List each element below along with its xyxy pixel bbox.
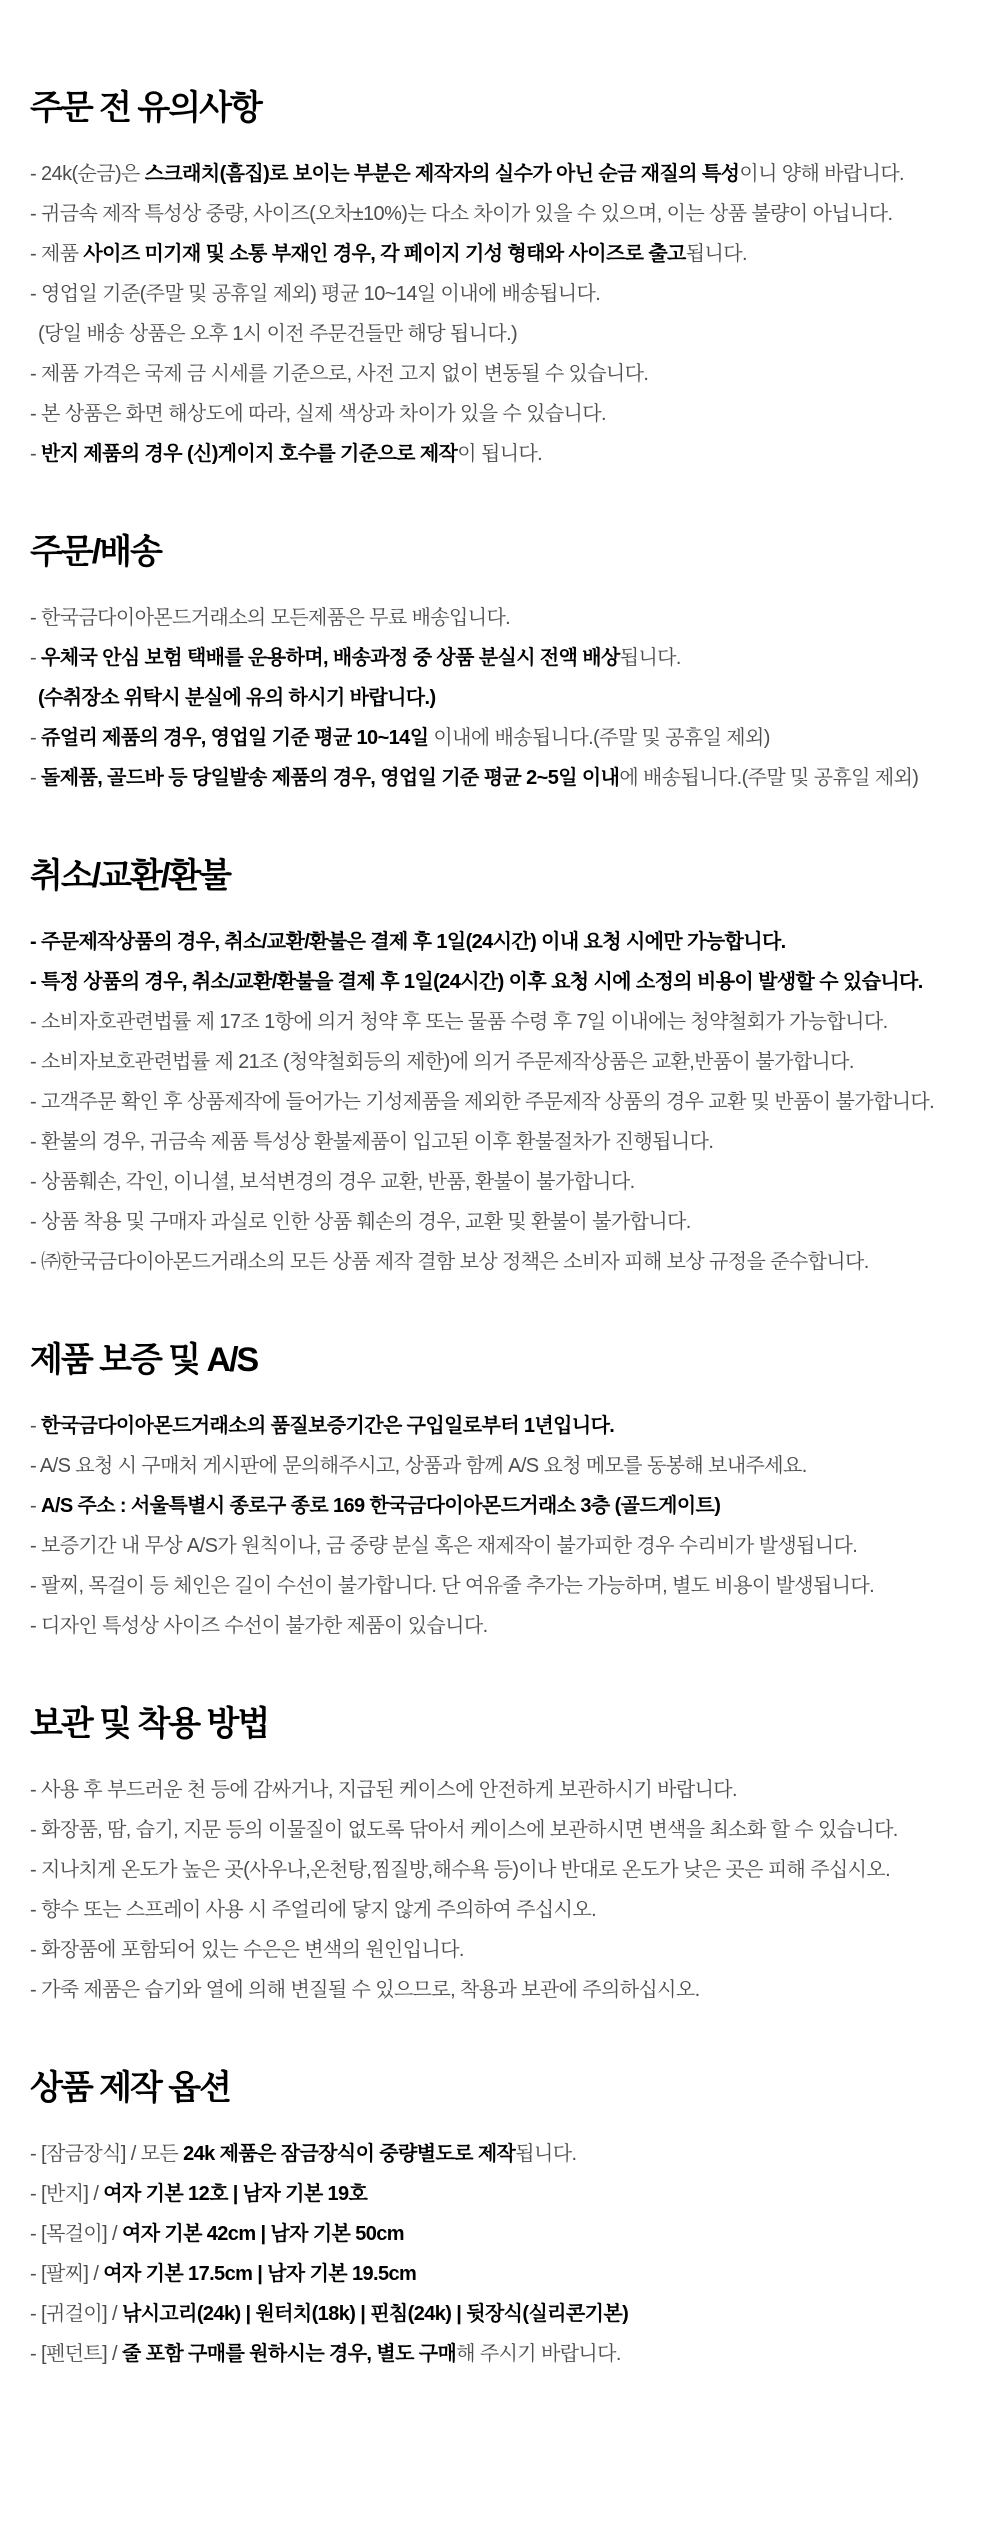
notice-text: - 향수 또는 스프레이 사용 시 주얼리에 닿지 않게 주의하여 주십시오. <box>30 1899 597 1921</box>
notice-text: - [귀걸이] / <box>30 2303 122 2325</box>
notice-text-bold: A/S 주소 : 서울특별시 종로구 종로 169 한국금다이아몬드거래소 3층 (골드게이트) <box>41 1495 721 1517</box>
notice-item <box>30 766 960 790</box>
notice-item <box>30 970 960 994</box>
notice-item <box>30 162 960 186</box>
notice-item <box>30 2182 960 2206</box>
notice-item <box>30 1978 960 2002</box>
notice-text-bold: 스크래치(흠집)로 보이는 부분은 제작자의 실수가 아닌 순금 재질의 특성 <box>144 163 740 185</box>
notice-item <box>30 1050 960 1074</box>
notice-item <box>30 1250 960 1274</box>
notice-item <box>30 1454 960 1478</box>
notice-text: 이 됩니다. <box>457 443 543 465</box>
notice-item <box>30 1574 960 1598</box>
notice-text: 에 배송됩니다.(주말 및 공휴일 제외) <box>619 767 919 789</box>
notice-text: - 한국금다이아몬드거래소의 모든제품은 무료 배송입니다. <box>30 607 511 629</box>
notice-text: 됩니다. <box>515 2143 577 2165</box>
notice-text: - 팔찌, 목걸이 등 체인은 길이 수선이 불가합니다. 단 여유줄 추가는 가능하며, 별도 비용이 발생됩니다. <box>30 1575 875 1597</box>
notice-item <box>30 362 960 386</box>
notice-text: - 소비자호관련법률 제 17조 1항에 의거 청약 후 또는 물품 수령 후 7일 이내에는 청약철회가 가능합니다. <box>30 1011 888 1033</box>
notice-text-bold: 돌제품, 골드바 등 당일발송 제품의 경우, 영업일 기준 평균 2~5일 이내 <box>41 767 620 789</box>
notice-text: - 디자인 특성상 사이즈 수선이 불가한 제품이 있습니다. <box>30 1615 488 1637</box>
notice-text: 해 주시기 바랍니다. <box>456 2343 621 2365</box>
notice-text: - 보증기간 내 무상 A/S가 원칙이나, 금 중량 분실 혹은 재제작이 불가피한 경우 수리비가 발생됩니다. <box>30 1535 858 1557</box>
notice-item <box>30 1534 960 1558</box>
section-preorder-notes <box>30 88 960 466</box>
notice-text-bold: 여자 기본 17.5cm | 남자 기본 19.5cm <box>103 2263 417 2285</box>
notice-text: - 고객주문 확인 후 상품제작에 들어가는 기성제품을 제외한 주문제작 상품의 경우 교환 및 반품이 불가합니다. <box>30 1091 935 1113</box>
notice-text: - <box>30 767 42 789</box>
notice-item <box>30 442 960 466</box>
notice-item <box>30 402 960 426</box>
notice-text-bold: 반지 제품의 경우 (신)게이지 호수를 기준으로 제작 <box>41 443 458 465</box>
notice-text-bold: 여자 기본 42cm | 남자 기본 50cm <box>121 2223 404 2245</box>
notice-text: - 지나치게 온도가 높은 곳(사우나,온천탕,찜질방,해수욕 등)이나 반대로 온도가 낮은 곳은 피해 주십시오. <box>30 1859 891 1881</box>
notice-text: - 사용 후 부드러운 천 등에 감싸거나, 지급된 케이스에 안전하게 보관하시기 바랍니다. <box>30 1779 737 1801</box>
notice-item <box>30 322 960 346</box>
section-warranty-as <box>30 1340 960 1638</box>
notice-text-bold: 여자 기본 12호 | 남자 기본 19호 <box>103 2183 368 2205</box>
section-heading: 제품 보증 및 A/S <box>30 1341 258 1379</box>
notice-item <box>30 930 960 954</box>
section-cancel-exchange-refund <box>30 856 960 1274</box>
notice-item <box>30 646 960 670</box>
notice-text: - [반지] / <box>30 2183 104 2205</box>
notice-item <box>30 1818 960 1842</box>
notice-item <box>30 1414 960 1438</box>
notice-item <box>30 1130 960 1154</box>
notice-text: 됩니다. <box>619 647 681 669</box>
notice-text: 됩니다. <box>685 243 747 265</box>
section-heading: 보관 및 착용 방법 <box>30 1705 269 1743</box>
notice-text-bold: 줄 포함 구매를 원하시는 경우, 별도 구매 <box>121 2343 457 2365</box>
notice-item <box>30 1090 960 1114</box>
notice-text: - 화장품, 땀, 습기, 지문 등의 이물질이 없도록 닦아서 케이스에 보관하시면 변색을 최소화 할 수 있습니다. <box>30 1819 898 1841</box>
notice-text: - 제품 가격은 국제 금 시세를 기준으로, 사전 고지 없이 변동될 수 있습니다. <box>30 363 649 385</box>
notice-item <box>30 1494 960 1518</box>
notice-item <box>30 2142 960 2166</box>
notice-item <box>30 726 960 750</box>
notice-text: - <box>30 647 42 669</box>
notice-item <box>30 686 960 710</box>
notice-text: - <box>30 443 42 465</box>
notice-item <box>30 1898 960 1922</box>
notice-text: - [목걸이] / <box>30 2223 122 2245</box>
notice-item <box>30 1614 960 1638</box>
notice-text: - ㈜한국금다이아몬드거래소의 모든 상품 제작 결함 보상 정책은 소비자 피해 보상 규정을 준수합니다. <box>30 1251 869 1273</box>
notice-item <box>30 606 960 630</box>
section-production-options <box>30 2068 960 2366</box>
notice-text-bold: (수취장소 위탁시 분실에 유의 하시기 바랍니다.) <box>38 687 436 709</box>
section-order-shipping <box>30 532 960 790</box>
notice-text-bold: 낚시고리(24k) | 원터치(18k) | 핀침(24k) | 뒷장식(실리콘기본) <box>121 2303 629 2325</box>
notice-item <box>30 1170 960 1194</box>
notice-text: - <box>30 727 42 749</box>
notice-text-bold: 24k 제품은 잠금장식이 중량별도로 제작 <box>183 2143 516 2165</box>
section-heading: 상품 제작 옵션 <box>30 2069 230 2107</box>
notice-text-bold: - 특정 상품의 경우, 취소/교환/환불을 결제 후 1일(24시간) 이후 요청 시에 소정의 비용이 발생할 수 있습니다. <box>30 971 923 993</box>
notice-item <box>30 1210 960 1234</box>
notice-text: - 가죽 제품은 습기와 열에 의해 변질될 수 있으므로, 착용과 보관에 주의하십시오. <box>30 1979 700 2001</box>
section-heading: 주문/배송 <box>30 533 161 571</box>
notice-text: - 상품훼손, 각인, 이니셜, 보석변경의 경우 교환, 반품, 환불이 불가합니다. <box>30 1171 635 1193</box>
notice-item <box>30 2262 960 2286</box>
notice-text: - 소비자보호관련법률 제 21조 (청약철회등의 제한)에 의거 주문제작상품은 교환,반품이 불가합니다. <box>30 1051 854 1073</box>
notice-item <box>30 282 960 306</box>
notice-item <box>30 2302 960 2326</box>
notice-item <box>30 2222 960 2246</box>
section-storage-wearing <box>30 1704 960 2002</box>
notice-text-bold: 한국금다이아몬드거래소의 품질보증기간은 구입일로부터 1년입니다. <box>41 1415 615 1437</box>
notice-item <box>30 202 960 226</box>
notice-text: 이니 양해 바랍니다. <box>739 163 904 185</box>
notice-text: - [펜던트] / <box>30 2343 122 2365</box>
notice-item <box>30 1010 960 1034</box>
notice-text: - 영업일 기준(주말 및 공휴일 제외) 평균 10~14일 이내에 배송됩니다. <box>30 283 601 305</box>
notice-item <box>30 1778 960 1802</box>
notice-text: - 24k(순금)은 <box>30 163 145 185</box>
notice-item <box>30 2342 960 2366</box>
notice-text: - A/S 요청 시 구매처 게시판에 문의해주시고, 상품과 함께 A/S 요청 메모를 동봉해 보내주세요. <box>30 1455 807 1477</box>
notice-text: 이내에 배송됩니다.(주말 및 공휴일 제외) <box>428 727 770 749</box>
notice-text: (당일 배송 상품은 오후 1시 이전 주문건들만 해당 됩니다.) <box>38 323 518 345</box>
notice-text: - <box>30 1415 42 1437</box>
notice-item <box>30 242 960 266</box>
notice-item <box>30 1938 960 1962</box>
notice-text-bold: 사이즈 미기재 및 소통 부재인 경우, 각 페이지 기성 형태와 사이즈로 출고 <box>83 243 686 265</box>
notice-text-bold: - 주문제작상품의 경우, 취소/교환/환불은 결제 후 1일(24시간) 이내 요청 시에만 가능합니다. <box>30 931 786 953</box>
notice-text-bold: 쥬얼리 제품의 경우, 영업일 기준 평균 10~14일 <box>41 727 429 749</box>
section-heading: 취소/교환/환불 <box>30 857 230 895</box>
section-heading: 주문 전 유의사항 <box>30 89 261 127</box>
notice-text: - <box>30 1495 42 1517</box>
notice-item <box>30 1858 960 1882</box>
notice-text: - 귀금속 제작 특성상 중량, 사이즈(오차±10%)는 다소 차이가 있을 수 있으며, 이는 상품 불량이 아닙니다. <box>30 203 893 225</box>
notice-text: - 본 상품은 화면 해상도에 따라, 실제 색상과 차이가 있을 수 있습니다. <box>30 403 606 425</box>
notice-text: - 환불의 경우, 귀금속 제품 특성상 환불제품이 입고된 이후 환불절차가 진행됩니다. <box>30 1131 714 1153</box>
notice-text: - 화장품에 포함되어 있는 수은은 변색의 원인입니다. <box>30 1939 464 1961</box>
notice-text: - 상품 착용 및 구매자 과실로 인한 상품 훼손의 경우, 교환 및 환불이 불가합니다. <box>30 1211 691 1233</box>
notice-text: - [팔찌] / <box>30 2263 104 2285</box>
notice-text: - 제품 <box>30 243 84 265</box>
notice-text: - [잠금장식] / 모든 <box>30 2143 184 2165</box>
notice-text-bold: 우체국 안심 보험 택배를 운용하며, 배송과정 중 상품 분실시 전액 배상 <box>41 647 620 669</box>
